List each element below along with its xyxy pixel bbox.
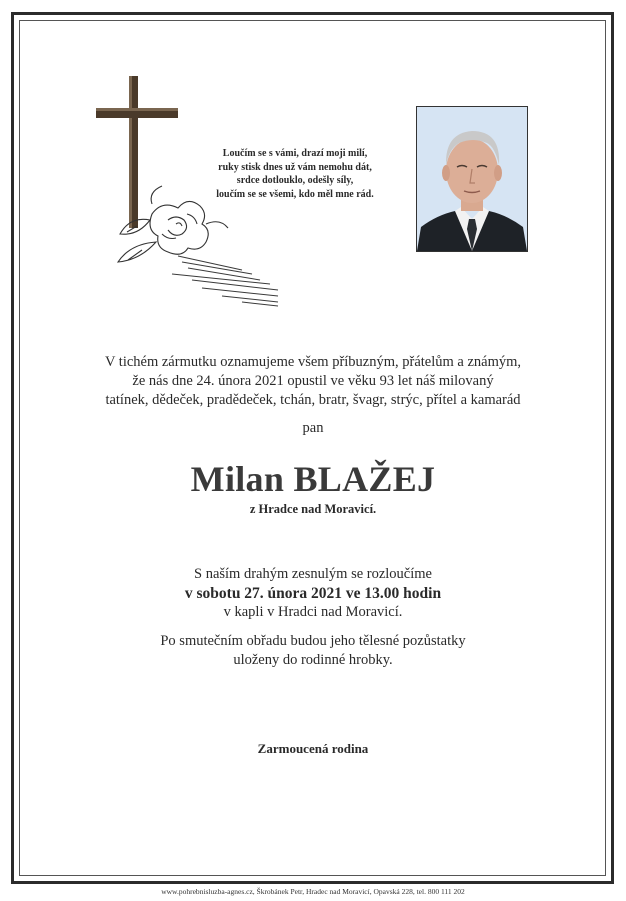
- poem-line: srdce dotlouklo, odešly síly,: [236, 175, 354, 186]
- announcement-line: že nás dne 24. února 2021 opustil ve věku 93 let náš milovaný: [132, 373, 494, 389]
- farewell-datetime: v sobotu 27. února 2021 ve 13.00 hodin: [184, 585, 442, 602]
- poem-line: Loučím se s vámi, drazí moji milí,: [222, 148, 368, 159]
- remains-line: Po smutečním obřadu budou jeho tělesné pozůstatky: [160, 633, 466, 649]
- deceased-origin: z Hradce nad Moravicí.: [249, 502, 377, 516]
- remains-info: [40, 632, 586, 670]
- farewell-info: [40, 565, 586, 622]
- portrait-photo: [416, 106, 528, 252]
- announcement: [40, 353, 586, 410]
- announcement-line: V tichém zármutku oznamujeme všem příbuzným, přátelům a známým,: [104, 354, 522, 370]
- farewell-intro: S naším drahým zesnulým se rozloučíme: [194, 566, 432, 582]
- poem: [195, 147, 395, 201]
- deceased-name: Milan BLAŽEJ: [190, 459, 436, 499]
- poem-line: ruky stisk dnes už vám nemohu dát,: [218, 161, 372, 173]
- signature: Zarmoucená rodina: [257, 741, 369, 756]
- remains-line: uloženy do rodinné hrobky.: [233, 652, 393, 668]
- poem-line: loučím se se všemi, kdo měl mne rád.: [216, 188, 374, 200]
- footer-contact: www.pohrebnisluzba-agnes.cz, Škrobánek Petr, Hradec nad Moravicí, Opavská 228, tel. 800 111 202: [161, 887, 465, 896]
- farewell-place: v kapli v Hradci nad Moravicí.: [223, 604, 403, 620]
- announcement-line: tatínek, dědeček, pradědeček, tchán, bratr, švagr, strýc, přítel a kamarád: [105, 392, 521, 408]
- honorific: pan: [302, 420, 324, 436]
